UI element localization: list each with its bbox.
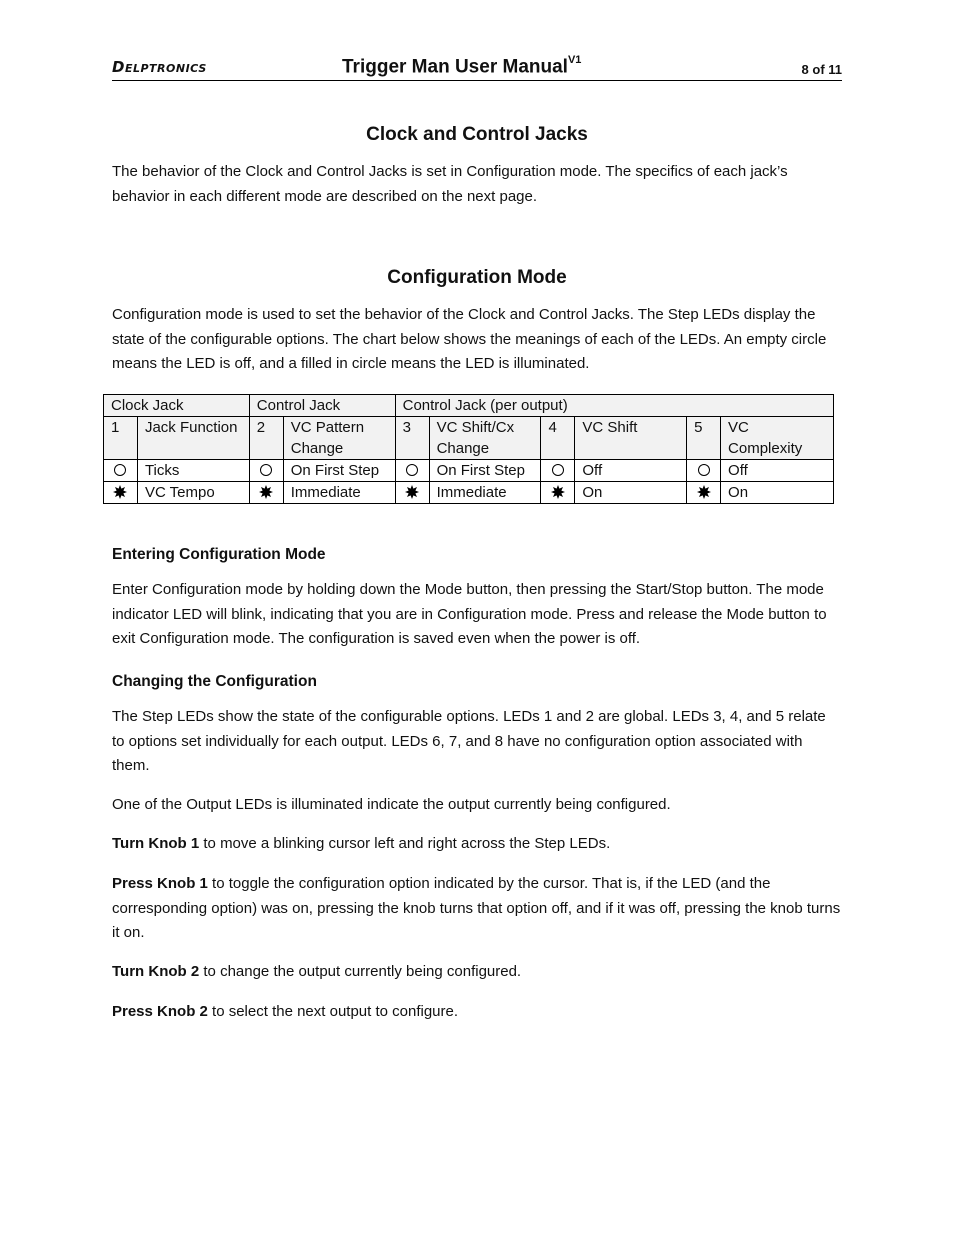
table-cell: Immediate (283, 482, 395, 504)
empty-circle-icon (552, 464, 564, 476)
section-heading-clock-jacks: Clock and Control Jacks (366, 124, 588, 145)
table-cell: On First Step (429, 460, 541, 482)
section-heading-configuration-mode: Configuration Mode (387, 267, 567, 288)
turn-knob-2-paragraph: Turn Knob 2 to change the output currently being configured. (112, 963, 522, 980)
table-cell: Off (721, 460, 834, 482)
page-header (112, 54, 842, 81)
empty-circle-icon (114, 464, 126, 476)
group-control-jack-per-output: Control Jack (per output) (395, 395, 833, 417)
output-leds-paragraph: One of the Output LEDs is illuminated indicate the output currently being configured. (112, 796, 671, 813)
table-group-row (104, 395, 834, 417)
column-label: VC Pattern Change (283, 417, 395, 460)
led-number: 4 (541, 417, 575, 460)
led-number: 1 (104, 417, 138, 460)
column-label: Jack Function (137, 417, 249, 460)
empty-circle-icon (406, 464, 418, 476)
subheading-entering-configuration: Entering Configuration Mode (112, 546, 326, 563)
table-row-led-off (104, 460, 834, 482)
table-header-row (104, 417, 834, 460)
configuration-table (103, 394, 834, 504)
table-cell: Ticks (137, 460, 249, 482)
filled-burst-icon (551, 485, 565, 499)
table-cell: On (721, 482, 834, 504)
filled-burst-icon (113, 485, 127, 499)
document-title: Trigger Man User Manual$^{V1}$ (342, 54, 582, 78)
column-label: VC Shift (575, 417, 687, 460)
empty-circle-icon (698, 464, 710, 476)
press-knob-2-paragraph: Press Knob 2 to select the next output to configure. (112, 1003, 459, 1020)
table-row-led-on (104, 482, 834, 504)
filled-burst-icon (259, 485, 273, 499)
table-cell: On First Step (283, 460, 395, 482)
entering-configuration-paragraph: Enter Configuration mode by holding down the Mode button, then pressing the Start/Stop button. The mode indicator LED will blink, indicating that you are in Configuration mode. Press and release the Mode button to exit Configuration mode. The configuration is saved even when the power is off. (112, 581, 827, 647)
empty-circle-icon (260, 464, 272, 476)
column-label: VC Shift/Cx Change (429, 417, 541, 460)
subheading-changing-configuration: Changing the Configuration (112, 673, 317, 690)
column-label: VC Complexity (721, 417, 834, 460)
configuration-mode-paragraph: Configuration mode is used to set the behavior of the Clock and Control Jacks. The Step LEDs display the state of the configurable options. The chart below shows the meanings of each of the LEDs. An empty circle means the LED is off, and a filled in circle means the LED is illuminated. (112, 306, 827, 372)
led-number: 3 (395, 417, 429, 460)
table-cell: Immediate (429, 482, 541, 504)
led-number: 2 (249, 417, 283, 460)
turn-knob-1-paragraph: Turn Knob 1 to move a blinking cursor left and right across the Step LEDs. (112, 835, 611, 852)
table-cell: VC Tempo (137, 482, 249, 504)
group-clock-jack: Clock Jack (104, 395, 250, 417)
table-cell: Off (575, 460, 687, 482)
press-knob-1-paragraph: Press Knob 1 to toggle the configuration option indicated by the cursor. That is, if the LED (and the corresponding option) was on, pressing the knob turns that option off, and if it was off, pressing the knob turns it on. (112, 875, 841, 941)
changing-configuration-paragraph: The Step LEDs show the state of the configurable options. LEDs 1 and 2 are global. LEDs 3, 4, and 5 relate to options set individually for each output. LEDs 6, 7, and 8 have no configuration option associated with them. (112, 708, 826, 774)
filled-burst-icon (405, 485, 419, 499)
filled-burst-icon (697, 485, 711, 499)
brand-logo: Delptronics (112, 58, 207, 76)
page-number: 8 of 11 (801, 62, 842, 77)
led-number: 5 (687, 417, 721, 460)
table-cell: On (575, 482, 687, 504)
group-control-jack: Control Jack (249, 395, 395, 417)
clock-jacks-paragraph: The behavior of the Clock and Control Jacks is set in Configuration mode. The specifics of each jack’s behavior in each different mode are described on the next page. (112, 163, 788, 205)
